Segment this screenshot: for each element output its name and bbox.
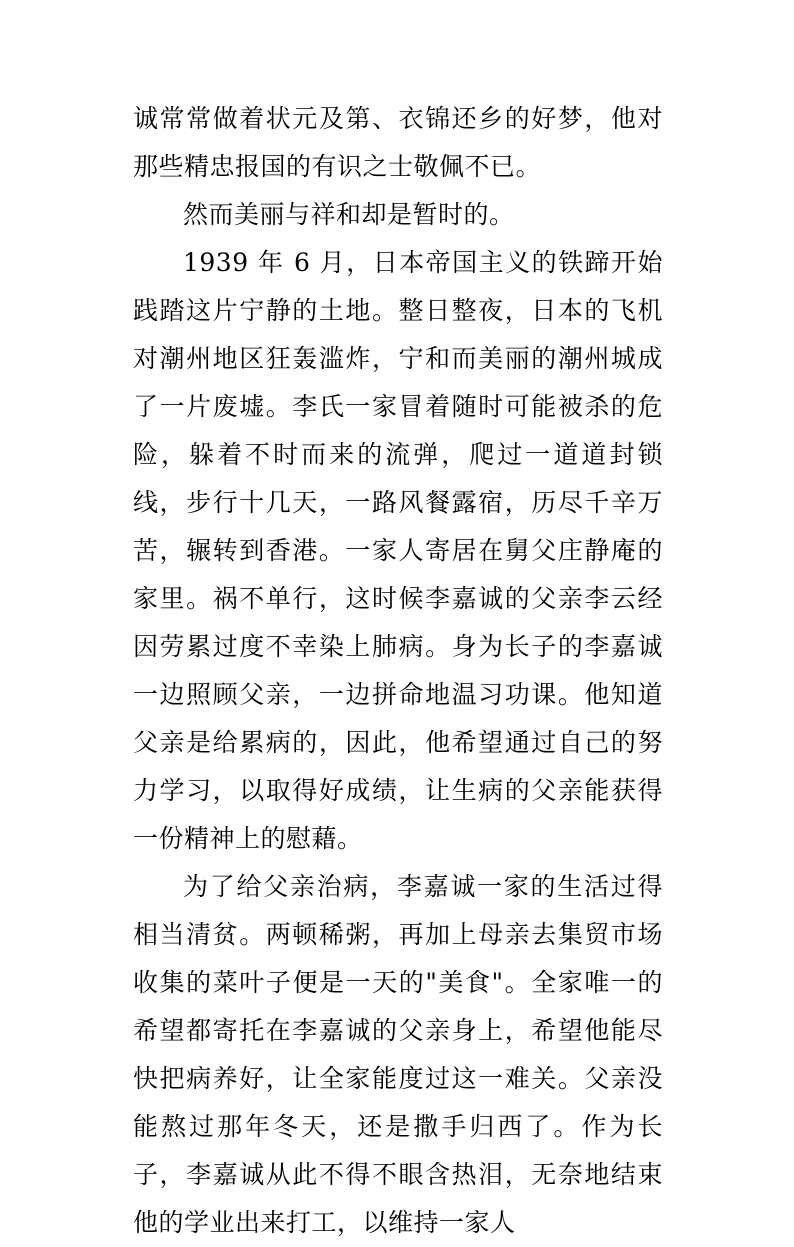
paragraph-3: 1939 年 6 月，日本帝国主义的铁蹄开始践踏这片宁静的土地。整日整夜，日本的飞机对潮州地区狂轰滥炸，宁和而美丽的潮州城成了一片废墟。李氏一家冒着随时可能被杀的危险，躲着不时而来的流弹，爬过一道道封锁线，步行十几天，一路风餐露宿，历尽千辛万苦，辗转到香港。一家人寄居在舅父庄静庵的家里。祸不单行，这时候李嘉诚的父亲李云经因劳累过度不幸染上肺病。身为长子的李嘉诚一边照顾父亲，一边拼命地温习功课。他知道父亲是给累病的，因此，他希望通过自己的努力学习，以取得好成绩，让生病的父亲能获得一份精神上的慰藉。 — [133, 248, 663, 853]
body-text — [133, 95, 663, 1247]
paragraph-4: 为了给父亲治病，李嘉诚一家的生活过得相当清贫。两顿稀粥，再加上母亲去集贸市场收集的菜叶子便是一天的"美食"。全家唯一的希望都寄托在李嘉诚的父亲身上，希望他能尽快把病养好，让全家能度过这一难关。父亲没能熬过那年冬天，还是撒手归西了。作为长子，李嘉诚从此不得不眼含热泪，无奈地结束他的学业出来打工，以维持一家人 — [133, 872, 663, 1237]
paragraph-2: 然而美丽与祥和却是暂时的。 — [183, 200, 515, 229]
paragraph-1: 诚常常做着状元及第、衣锦还乡的好梦，他对那些精忠报国的有识之士敬佩不已。 — [133, 104, 663, 181]
